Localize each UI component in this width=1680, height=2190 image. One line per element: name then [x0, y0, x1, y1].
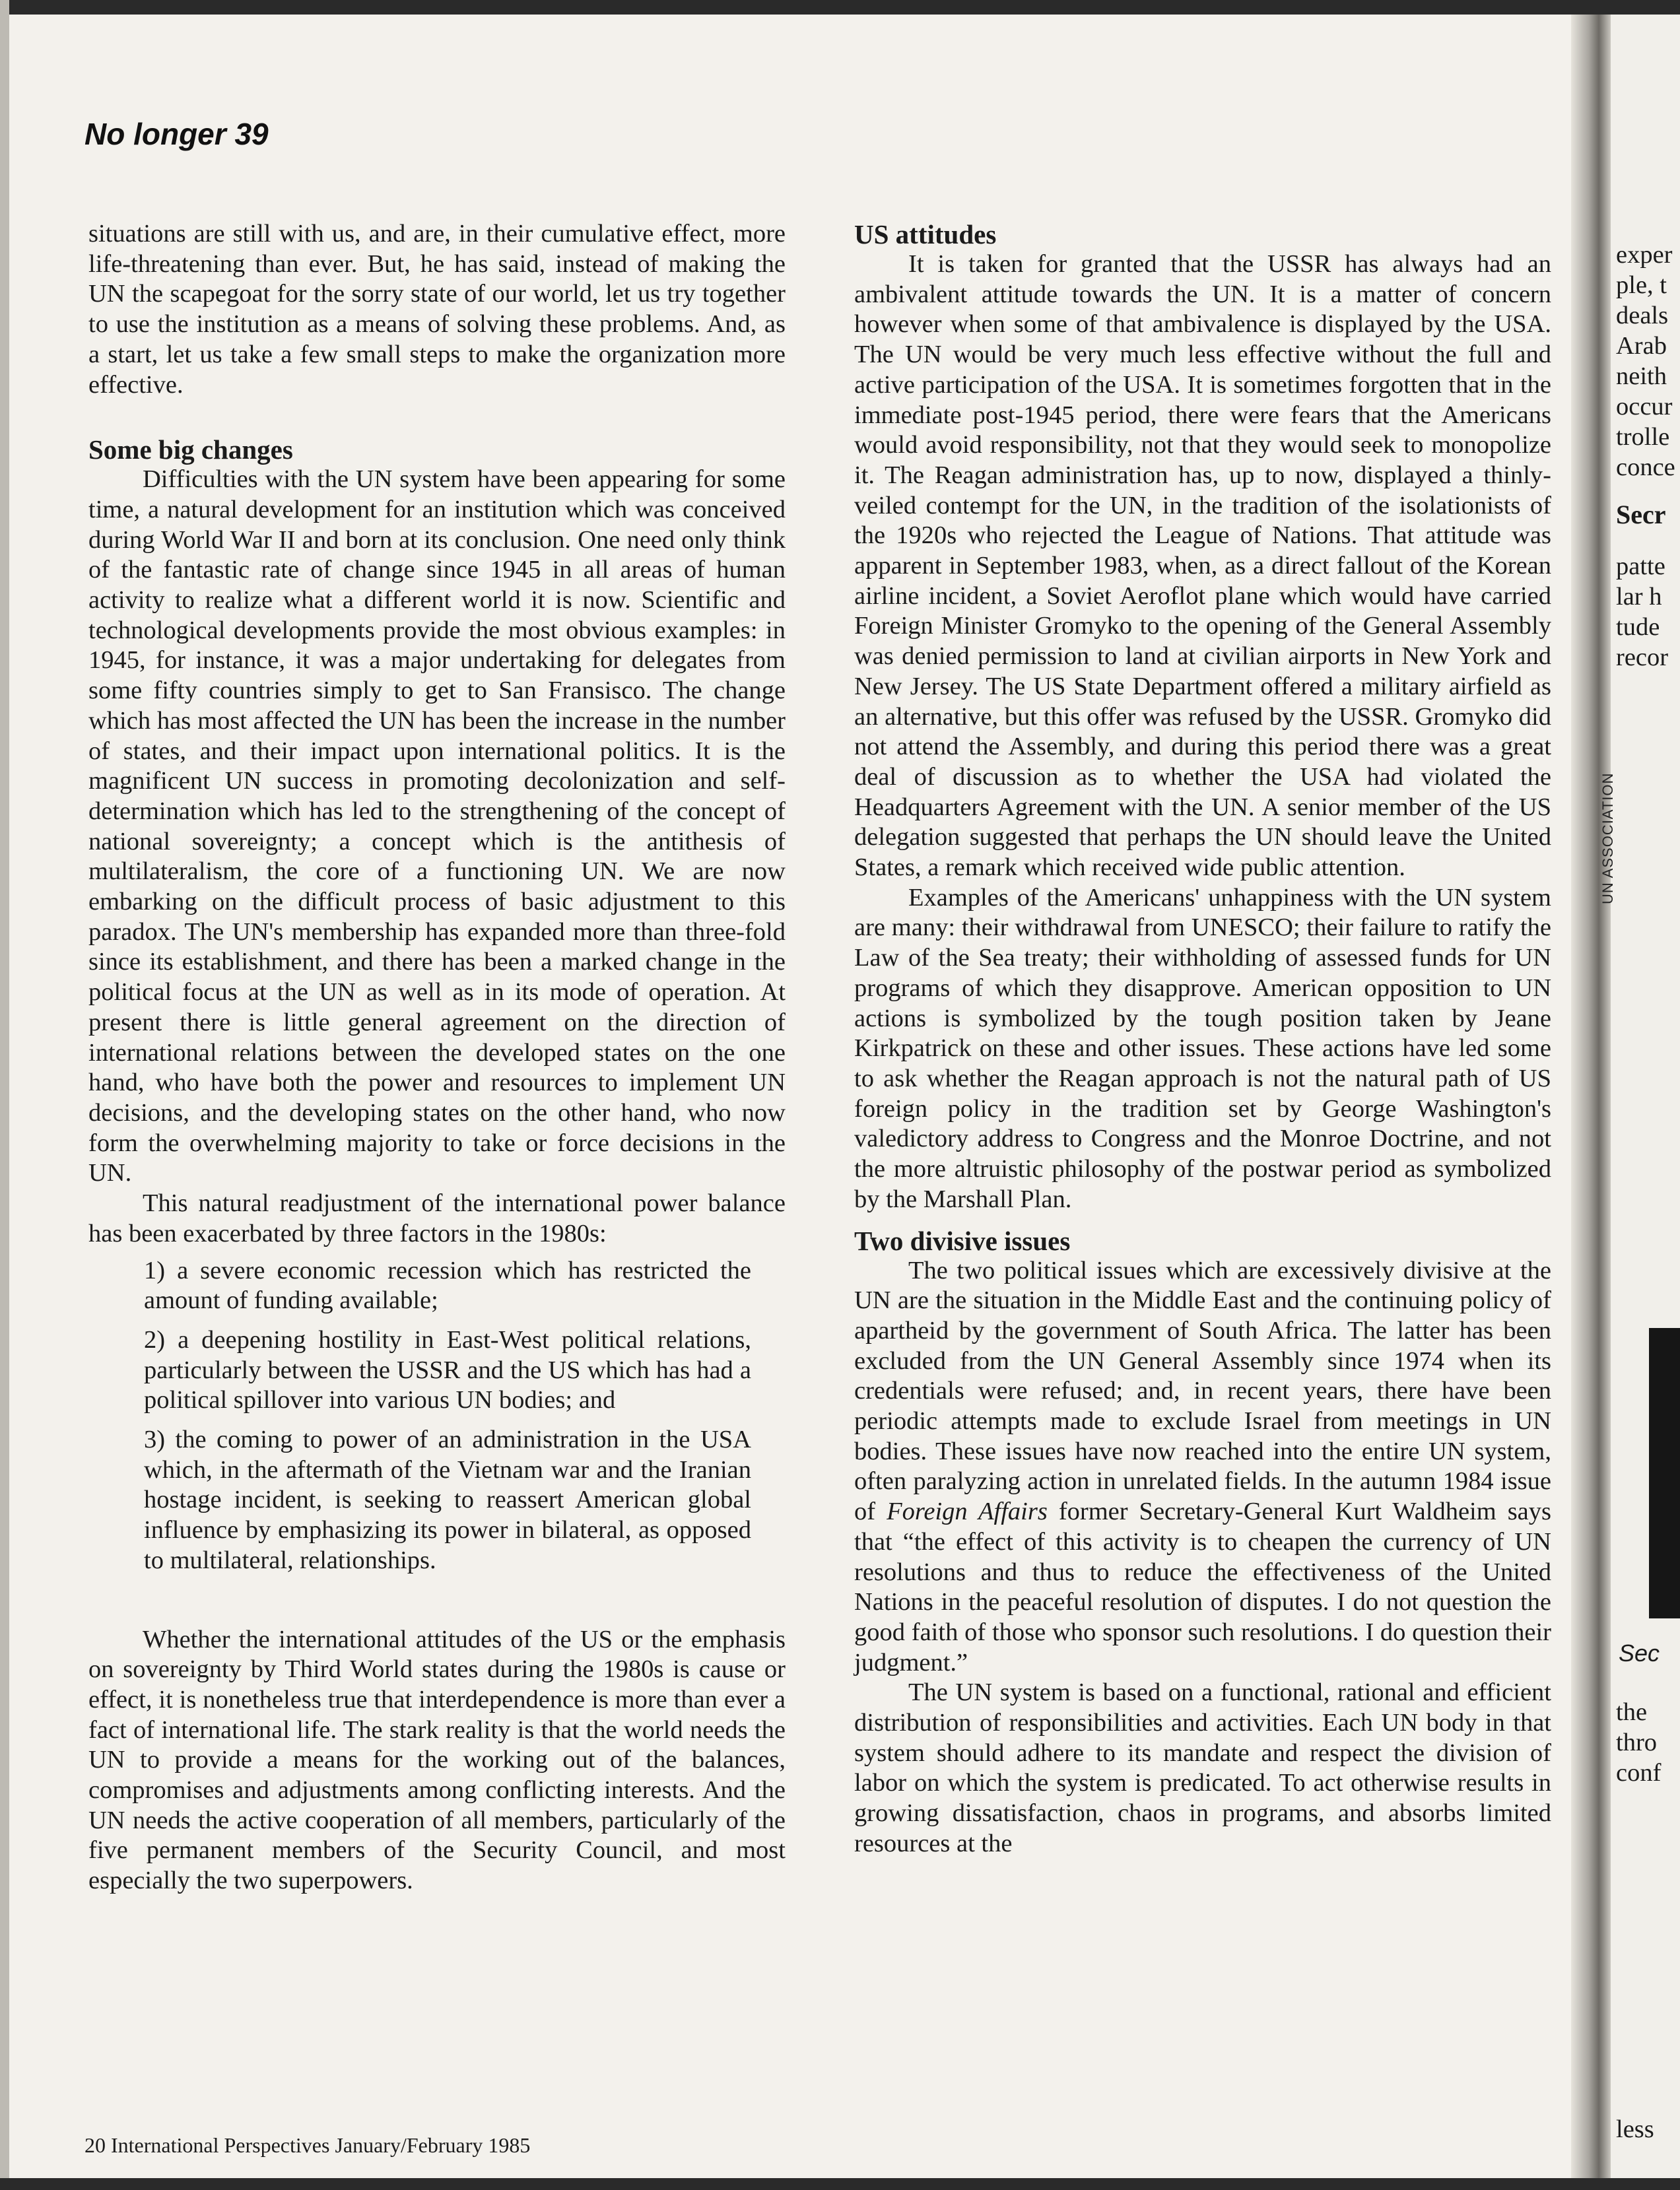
- middle-column: [854, 219, 1551, 1859]
- scan-top-edge: [0, 0, 1680, 15]
- fragment-line: conf: [1616, 1759, 1662, 1787]
- paragraph: It is taken for granted that the USSR has always had an ambivalent attitude towards the UN. It is a matter of concern however when some of that ambivalence is displayed by the USA. The UN would be very much less effective without the full and active participation of the USA. It is sometimes forgotten that in the immediate post-1945 period, there were fears that the Americans would avoid responsibility, not that they would seek to monopolize it. The Reagan administration has, up to now, displayed a thinly-veiled contempt for the UN, in the tradition of the isolationists of the 1920s who rejected the League of Nations. That attitude was apparent in September 1983, when, as a direct fallout of the Korean airline incident, a Soviet Aeroflot plane which would have carried Foreign Minister Gromyko to the opening of the General Assembly was denied permission to land at civilian airports in New York and New Jersey. The US State Department offered a military airfield as an alternative, but this offer was refused by the USSR. Gromyko did not attend the Assembly, and during this period there was a great deal of discussion as to whether the USA had violated the Headquarters Agreement with the UN. A senior member of the US delegation suggested that perhaps the UN should leave the United States, a remark which received wide public attention.: [854, 250, 1551, 882]
- intro-paragraph: [88, 219, 786, 400]
- photo-fragment: [1649, 1328, 1680, 1618]
- section-heading-big-changes: Some big changes: [88, 434, 293, 465]
- scan-left-edge: [0, 0, 9, 2190]
- section-heading-us-attitudes: US attitudes: [854, 219, 997, 249]
- fragment-line: lar h: [1616, 583, 1662, 611]
- fragment-line: conce: [1616, 453, 1675, 481]
- fragment-line: less: [1616, 2115, 1654, 2143]
- fragment-line: recor: [1616, 644, 1669, 671]
- journal-title: Foreign Affairs: [887, 1498, 1048, 1526]
- paragraph: Examples of the Americans' unhappiness with the UN system are many: their withdrawal from UNESCO; their failure to ratify the Law of the Sea treaty; their withholding of assessed funds for UN programs of which they disapprove. American opposition to UN actions is symbolized by the tough position taken by Jeane Kirkpatrick on these and other issues. These actions have led some to ask whether the Reagan approach is not the natural path of US foreign policy in the tradition set by George Washington's valedictory address to Congress and the Monroe Doctrine, and not the more altruistic philosophy of the postwar period as symbolized by the Marshall Plan.: [854, 883, 1551, 1213]
- paragraph: [854, 1256, 1551, 1678]
- list-item: 2) a deepening hostility in East-West political relations, particularly between the USSR and the US which has had a political spillover into various UN bodies; and: [144, 1325, 751, 1414]
- fragment-line: Arab: [1616, 332, 1667, 360]
- photo-caption-fragment: Sec: [1619, 1640, 1660, 1667]
- fragment-line: trolle: [1616, 423, 1670, 451]
- fragment-line: tude: [1616, 613, 1660, 641]
- fragment-line: the: [1616, 1698, 1648, 1726]
- adjacent-page: [1611, 15, 1680, 2178]
- scan-bottom-edge: [0, 2178, 1680, 2190]
- paragraph: Difficulties with the UN system have been appearing for some time, a natural development for an institution which was conceived during World War II and born at its conclusion. One need only think of the fantastic rate of change since 1945 in all areas of human activity to realize what a different world it is now. Scientific and technological developments provide the most obvious examples: in 1945, for instance, it was a major undertaking for delegates from some fifty countries simply to get to San Fransisco. The change which has most affected the UN has been the increase in the number of states, and their impact upon international politics. It is the magnificent UN success in promoting decolonization and self-determination which has led to the strengthening of the concept of national sovereignty; a concept which is the antithesis of multilateralism, the core of a functioning UN. We are now embarking on the difficult process of basic adjustment to this paradox. The UN's membership has expanded more than three-fold since its establishment, and there has been a marked change in the political focus at the UN as well as in its mode of operation. At present there is little general agreement on the direction of international relations between the developed states on the one hand, who have both the power and resources to implement UN decisions, and the developing states on the other hand, who now form the overwhelming majority to take or force decisions in the UN.: [88, 465, 786, 1187]
- running-title: No longer 39: [84, 117, 269, 151]
- paragraph-text: former Secretary-General Kurt Waldheim says that “the effect of this activity is to cheapen the currency of UN resolutions and thus to reduce the effectiveness of the United Nations in the peaceful resolution of disputes. I do not question the good faith of those who sponsor such resolutions. I do question their judgment.”: [854, 1498, 1551, 1676]
- page-footer: 20 International Perspectives January/February 1985: [84, 2133, 531, 2157]
- paragraph: Whether the international attitudes of the US or the emphasis on sovereignty by Third World states during the 1980s is cause or effect, it is nonetheless true that interdependence is more than ever a fact of international life. The stark reality is that the world needs the UN to provide a means for the working out of the balances, compromises and adjustments among conflicting interests. And the UN needs the active cooperation of all members, particularly of the five permanent members of the Security Council, and most especially the two superpowers.: [88, 1625, 786, 1895]
- fragment-line: occur: [1616, 393, 1673, 420]
- intro-text: situations are still with us, and are, in their cumulative effect, more life-threatening than ever. But, he has said, instead of making the UN the scapegoat for the sorry state of our world, let us try together to use the institution as a means of solving these problems. And, as a start, let us take a few small steps to make the organization more effective.: [88, 220, 786, 399]
- paragraph: The UN system is based on a functional, rational and efficient distribution of responsibilities and activities. Each UN body in that system should adhere to its mandate and respect the division of labor on which the system is predicated. To act otherwise results in growing dissatisfaction, chaos in programs, and absorbs limited resources at the: [854, 1678, 1551, 1857]
- fragment-line: thro: [1616, 1729, 1658, 1756]
- fragment-line: neith: [1616, 362, 1667, 390]
- fragment-line: patte: [1616, 552, 1665, 580]
- fragment-line: ple, t: [1616, 271, 1667, 299]
- page-gutter-shadow: [1571, 15, 1611, 2178]
- section-heading-two-divisive-issues: Two divisive issues: [854, 1225, 1071, 1256]
- list-item: 1) a severe economic recession which has restricted the amount of funding available;: [144, 1256, 751, 1315]
- fragment-line: deals: [1616, 302, 1669, 329]
- fragment-line: exper: [1616, 241, 1673, 269]
- paragraph-text: The two political issues which are excessively divisive at the UN are the situation in the Middle East and the continuing policy of apartheid by the government of South Africa. The latter has been excluded from the UN General Assembly since 1974 when its credentials were refused; and, in recent years, there have been periodic attempts made to exclude Israel from meetings in UN bodies. These issues have now reached into the entire UN system, often paralyzing action in unrelated fields. In the autumn 1984 issue of: [854, 1256, 1551, 1526]
- left-column: [88, 219, 786, 1896]
- list-item: 3) the coming to power of an administration in the USA which, in the aftermath of the Vietnam war and the Iranian hostage incident, is seeking to reassert American global influence by emphasizing its power in bilateral, as opposed to multilateral, relationships.: [144, 1426, 751, 1574]
- fragment-heading: Secr: [1616, 500, 1666, 529]
- factor-list: [144, 1256, 751, 1576]
- paragraph: This natural readjustment of the international power balance has been exacerbated by three factors in the 1980s:: [88, 1189, 786, 1247]
- vertical-side-label: UN ASSOCIATION: [1599, 772, 1616, 904]
